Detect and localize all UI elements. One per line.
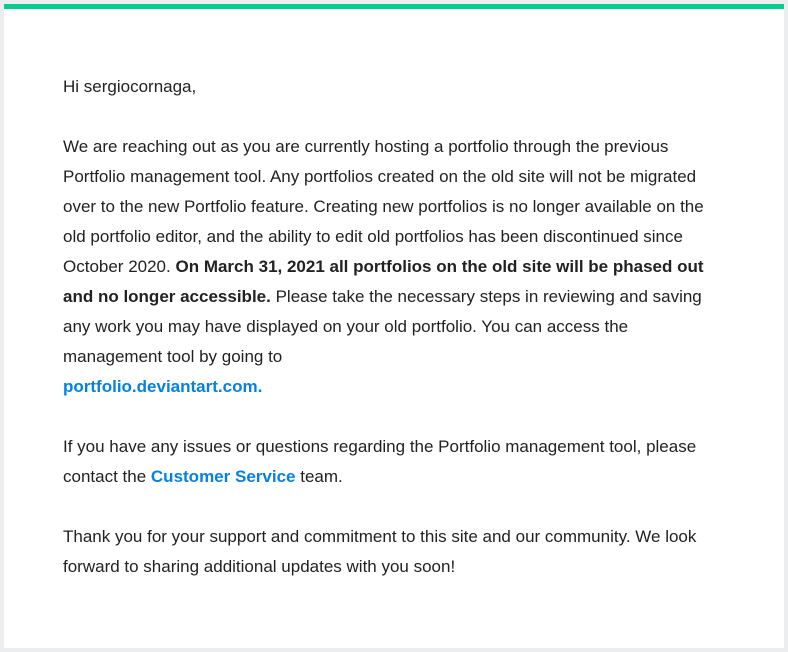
email-card [4,4,784,648]
phase-out-notice: On March 31, 2021 all portfolios on the old site will be phased out and no longer accessible. [63,257,704,306]
support-text-end: team. [300,467,343,486]
paragraph-intro-text: We are reaching out as you are currently hosting a portfolio through the previous Portfolio management tool. Any portfolios created on the old site will not be migrated over to the new Portfolio feature. Creating new portfolios is no longer available on the old portfolio editor, and the ability to edit old portfolios has been discontinued since October 2020. [63,137,704,276]
customer-service-link[interactable]: Customer Service [150,467,296,486]
paragraph-support [63,432,723,492]
portfolio-link[interactable]: portfolio.deviantart.com. [63,377,263,396]
support-text: If you have any issues or questions regarding the Portfolio management tool, please contact the [63,437,697,486]
paragraph-portfolio-notice [63,132,723,402]
top-accent-bar [4,4,784,9]
paragraph-thanks: Thank you for your support and commitment to this site and our community. We look forward to sharing additional updates with you soon! [63,527,697,576]
greeting: Hi sergiocornaga, [63,77,197,96]
email-body [63,72,723,612]
instructions-text: Please take the necessary steps in reviewing and saving any work you may have displayed on your old portfolio. You can access the management tool by going to [63,287,702,366]
